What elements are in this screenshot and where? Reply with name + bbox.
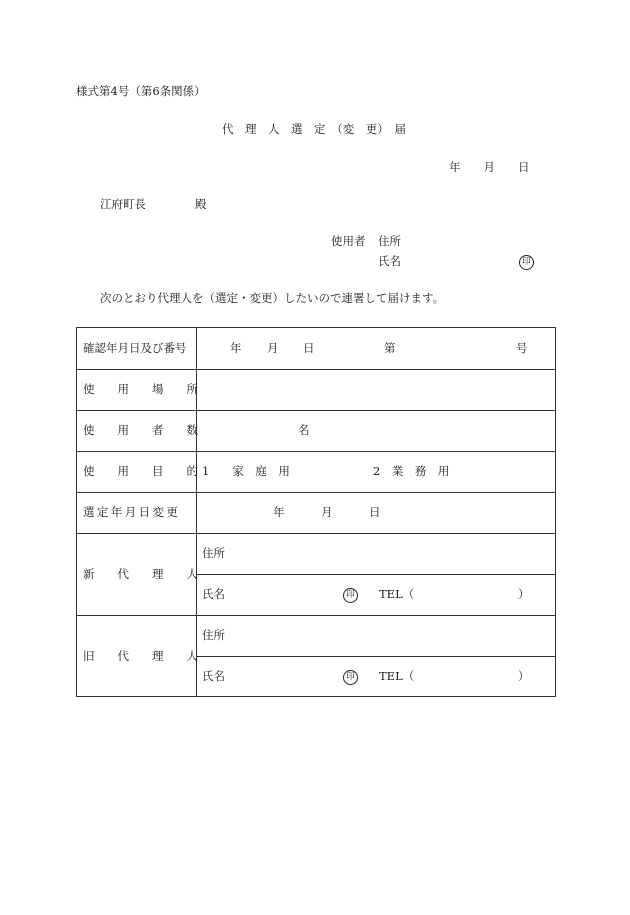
confirmation-go: 号: [516, 341, 528, 355]
form-table: [76, 327, 556, 697]
row-label-usage-location: 使 用 場 所: [83, 382, 198, 396]
selection-year: 年: [273, 505, 285, 519]
row-label-selection-date-change: 選定年月日変更: [83, 505, 181, 519]
row-label-old-agent: 旧 代 理 人: [83, 649, 198, 663]
applicant-address-label: 住所: [378, 234, 401, 248]
applicant-seal-icon: 印: [519, 255, 534, 270]
new-agent-seal-icon: 印: [343, 588, 358, 603]
row-divider: [77, 369, 555, 370]
confirmation-month: 月: [267, 341, 279, 355]
row-label-user-count: 使 用 者 数: [83, 423, 198, 437]
old-agent-name-label: 氏名: [202, 669, 225, 683]
honorific: 殿: [195, 197, 207, 211]
form-number: 様式第4号（第6条関係）: [76, 84, 206, 98]
old-agent-address-label: 住所: [202, 628, 225, 642]
row-divider: [77, 492, 555, 493]
body-text: 次のとおり代理人を（選定・変更）したいので連署して届けます。: [100, 291, 445, 305]
applicant-name-label: 氏名: [378, 254, 401, 268]
old-agent-tel-close: ）: [518, 669, 530, 683]
row-divider: [77, 533, 555, 534]
purpose-option-business: 2 業 務 用: [373, 464, 450, 478]
row-divider: [77, 615, 555, 616]
selection-month: 月: [321, 505, 333, 519]
new-agent-tel-close: ）: [518, 587, 530, 601]
row-divider: [77, 451, 555, 452]
selection-day: 日: [369, 505, 381, 519]
document-title: 代 理 人 選 定 （変 更） 届: [222, 122, 406, 136]
old-agent-seal-icon: 印: [343, 670, 358, 685]
row-label-new-agent: 新 代 理 人: [83, 567, 198, 581]
applicant-role-label: 使用者: [331, 234, 366, 248]
purpose-option-household: 1 家 庭 用: [202, 464, 290, 478]
confirmation-day: 日: [303, 341, 315, 355]
user-count-unit: 名: [298, 423, 310, 437]
new-agent-tel: TEL（: [379, 587, 415, 601]
confirmation-dai: 第: [384, 341, 396, 355]
row-divider: [196, 574, 555, 575]
date-line: 年 月 日: [449, 160, 530, 174]
row-label-usage-purpose: 使 用 目 的: [83, 464, 198, 478]
row-divider: [77, 410, 555, 411]
new-agent-address-label: 住所: [202, 546, 225, 560]
new-agent-name-label: 氏名: [202, 587, 225, 601]
confirmation-year: 年: [230, 341, 242, 355]
old-agent-tel: TEL（: [379, 669, 415, 683]
addressee: 江府町長: [100, 197, 146, 211]
row-divider: [196, 656, 555, 657]
row-label-confirmation: 確認年月日及び番号: [83, 341, 187, 355]
